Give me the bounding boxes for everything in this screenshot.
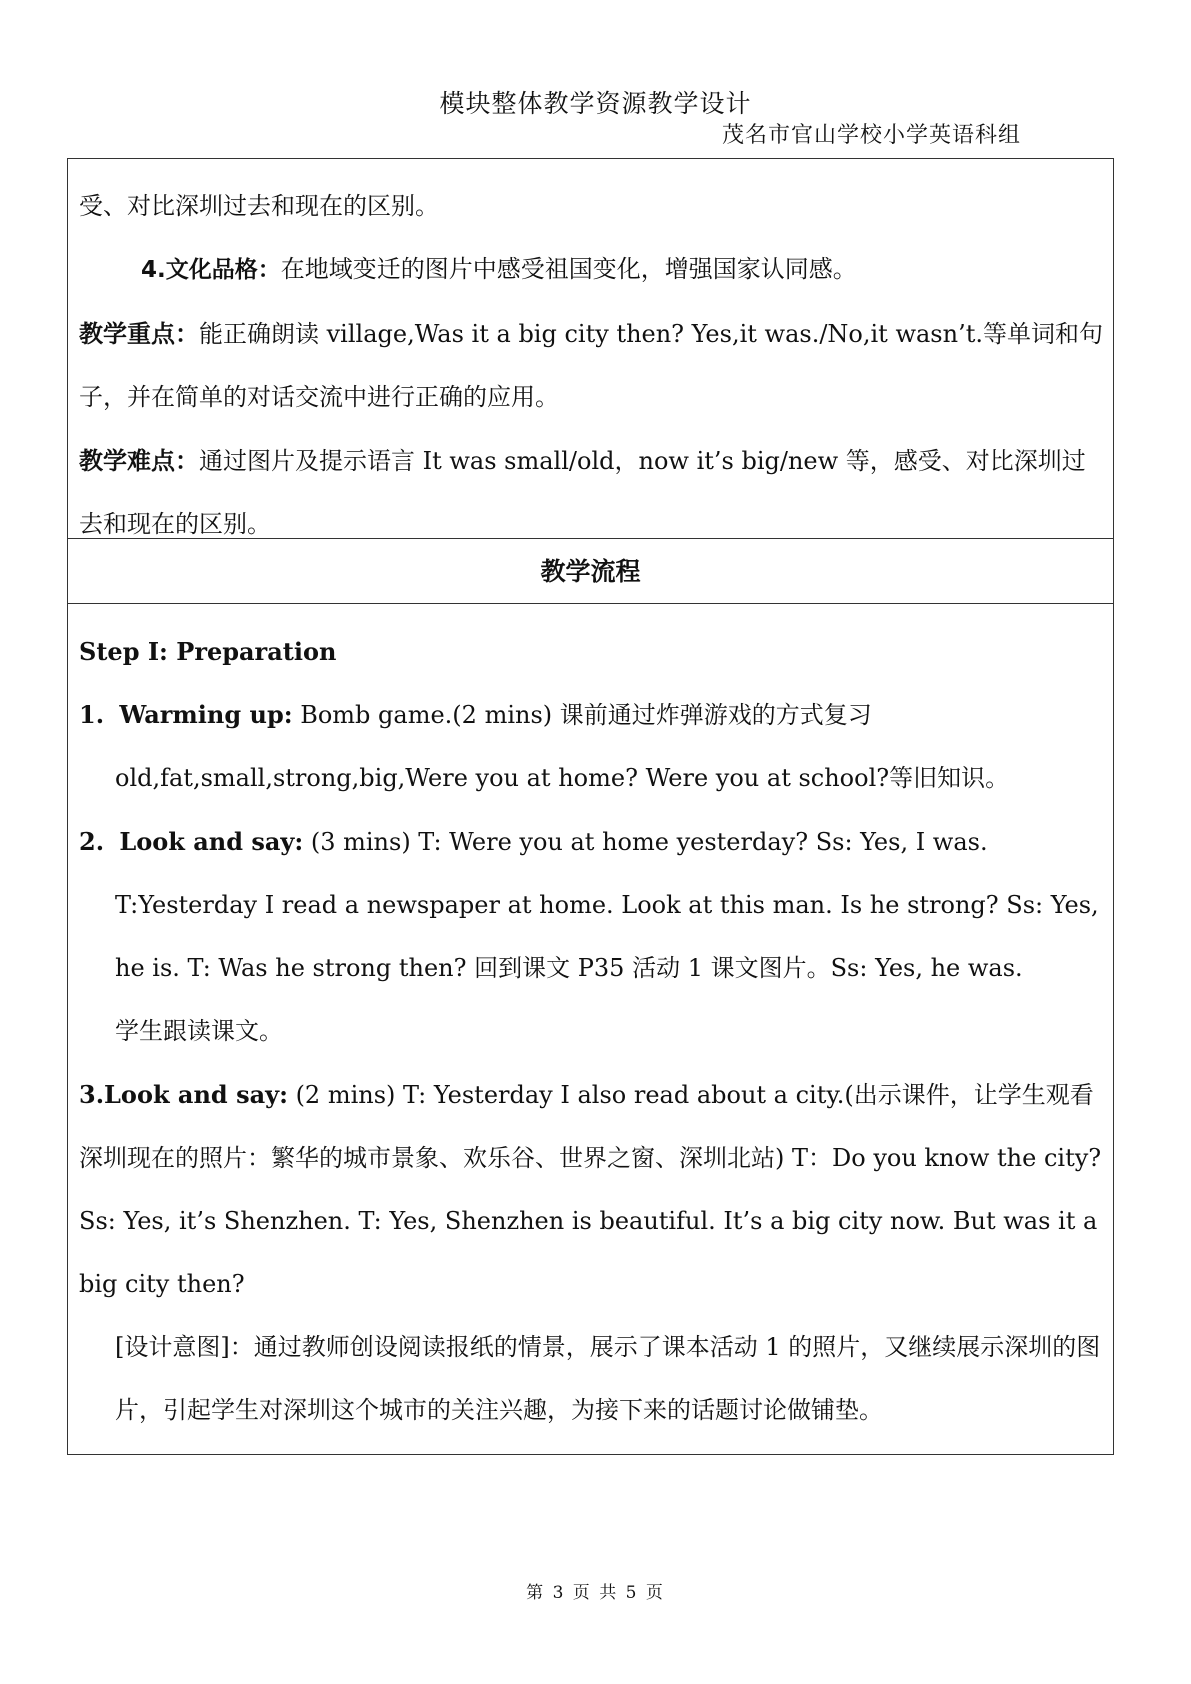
step-title: Step Ⅰ: Preparation: [79, 637, 337, 666]
step-item-2-label: Look and say:: [119, 827, 304, 856]
step-item-1-label: Warming up:: [119, 700, 293, 729]
step-item-3: [79, 1063, 1103, 1316]
objectives-continued: 受、对比深圳过去和现在的区别。: [79, 192, 439, 220]
teaching-difficulties-label: 教学难点：: [79, 446, 199, 475]
teaching-key-points-text: 能正确朗读 village,Was it a big city then? Yes,it was./No,it wasn’t.等单词和句子，并在简单的对话交流中进行正确的应用。: [79, 320, 1103, 411]
step-item-2: [79, 810, 1103, 1000]
teaching-key-points: [79, 302, 1103, 429]
objective-item-4: [79, 238, 1103, 302]
document-header-title: 模块整体教学资源教学设计: [439, 89, 752, 118]
teaching-key-points-label: 教学重点：: [79, 319, 199, 348]
step-item-2-follow: 学生跟读课文。: [115, 1017, 283, 1045]
design-intent: [设计意图]：通过教师创设阅读报纸的情景，展示了课本活动 1 的照片，又继续展示深圳的图片，引起学生对深圳这个城市的关注兴趣，为接下来的话题讨论做铺垫。: [115, 1333, 1101, 1424]
lesson-plan-table: [67, 158, 1114, 1455]
step-item-2-number: 2.: [79, 827, 105, 856]
step-item-3-text: (2 mins) T: Yesterday I also read about a city.(出示课件，让学生观看深圳现在的照片：繁华的城市景象、欢乐谷、世界之窗、深圳北站) T：Do you know the city? Ss: Yes, it’s Shenzhen. T: Yes, Shenzhen is beautiful. It’s a big city now. But was it a big city then?: [79, 1081, 1102, 1298]
step-item-1-text: Bomb game.(2 mins) 课前通过炸弹游戏的方式复习 old,fat,small,strong,big,Were you at home? Were you at school?等旧知识。: [115, 701, 1010, 792]
step-item-3-label: 3.Look and say:: [79, 1080, 288, 1109]
step-item-1: [79, 683, 1103, 810]
objective-item-4-label: 4.文化品格：: [141, 257, 281, 283]
step-item-2-text: (3 mins) T: Were you at home yesterday? Ss: Yes, I was. T:Yesterday I read a newspaper at home. Look at this man. Is he strong? Ss: Yes, he is. T: Was he strong then? 回到课文 P35 活动 1 课文图片。Ss: Yes, he was.: [115, 828, 1099, 982]
process-heading: 教学流程: [68, 539, 1113, 604]
document-header-subtitle: 茂名市官山学校小学英语科组: [721, 123, 1021, 148]
teaching-difficulties: [79, 429, 1103, 556]
teaching-difficulties-text: 通过图片及提示语言 It was small/old，now it’s big/new 等，感受、对比深圳过去和现在的区别。: [79, 447, 1086, 538]
objectives-cell: [68, 159, 1113, 539]
step-item-1-number: 1.: [79, 700, 105, 729]
objective-item-4-text: 在地域变迁的图片中感受祖国变化，增强国家认同感。: [280, 255, 857, 283]
page-footer: 第 3 页 共 5 页: [526, 1583, 665, 1603]
process-cell: [68, 604, 1113, 1454]
